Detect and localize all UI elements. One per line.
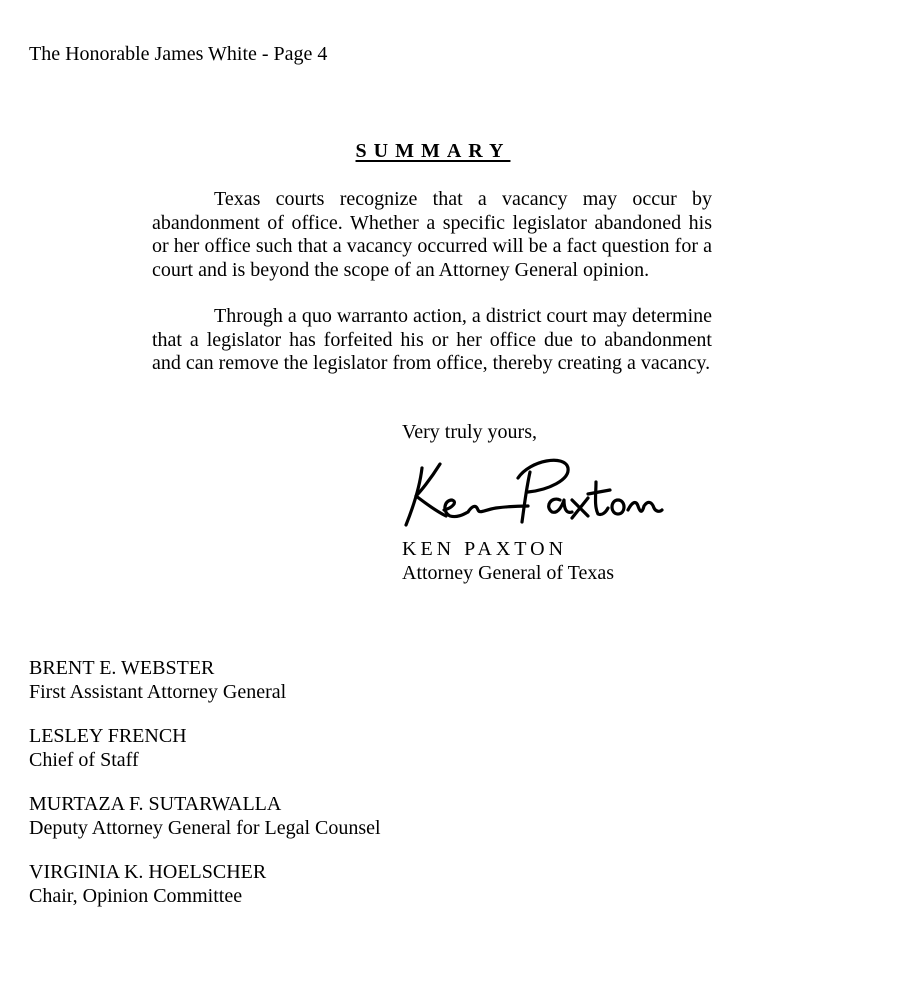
summary-heading-text: SUMMARY <box>355 140 511 162</box>
staff-name: BRENT E. WEBSTER <box>29 657 215 679</box>
staff-title: Deputy Attorney General for Legal Counsel <box>29 817 381 839</box>
staff-name: LESLEY FRENCH <box>29 725 187 747</box>
staff-entry <box>29 860 381 908</box>
handwritten-signature <box>400 450 665 532</box>
staff-title: First Assistant Attorney General <box>29 681 287 703</box>
page-header: The Honorable James White - Page 4 <box>29 43 328 65</box>
staff-entry <box>29 792 381 840</box>
summary-paragraph-1: Texas courts recognize that a vacancy may occur by abandonment of office. Whether a specific legislator abandoned his or her office such that a vacancy occurred will be a fact question for a court and is beyond the scope of an Attorney General opinion. <box>152 188 712 281</box>
closing-salutation: Very truly yours, <box>402 421 537 443</box>
staff-list <box>29 656 381 928</box>
signer-title: Attorney General of Texas <box>402 562 615 584</box>
staff-title: Chief of Staff <box>29 749 139 771</box>
staff-title: Chair, Opinion Committee <box>29 885 243 907</box>
signer-name: KEN PAXTON <box>402 538 568 560</box>
staff-entry <box>29 724 381 772</box>
staff-name: MURTAZA F. SUTARWALLA <box>29 793 282 815</box>
summary-body <box>152 188 712 399</box>
summary-heading <box>0 139 866 163</box>
staff-name: VIRGINIA K. HOELSCHER <box>29 861 267 883</box>
signer-block <box>402 537 614 585</box>
staff-entry <box>29 656 381 704</box>
summary-paragraph-2: Through a quo warranto action, a district court may determine that a legislator has forfeited his or her office due to abandonment and can remove the legislator from office, thereby creating a vacancy. <box>152 305 712 374</box>
